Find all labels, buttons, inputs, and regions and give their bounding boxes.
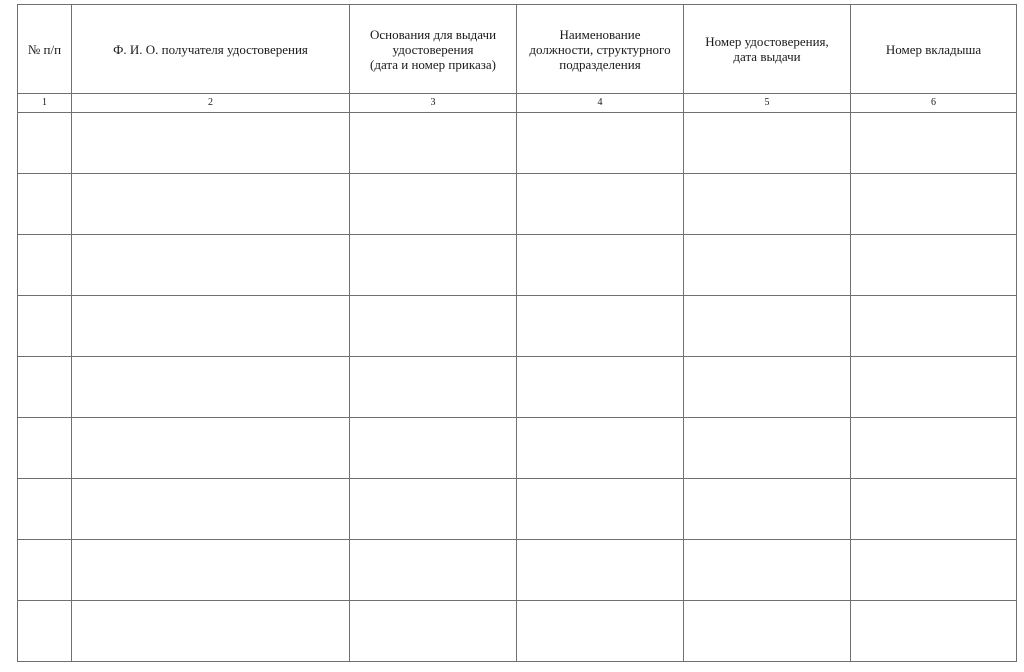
header-cell-issue-basis	[350, 5, 517, 94]
table-cell[interactable]	[72, 418, 350, 479]
table-cell[interactable]	[18, 418, 72, 479]
header-label: Ф. И. О. получателя удостоверения	[113, 41, 308, 57]
table-row	[18, 479, 1017, 540]
table-cell[interactable]	[851, 418, 1017, 479]
table-cell[interactable]	[517, 113, 684, 174]
certificate-register-table	[17, 4, 1017, 662]
table-cell[interactable]	[851, 479, 1017, 540]
table-cell[interactable]	[72, 174, 350, 235]
table-cell[interactable]	[18, 113, 72, 174]
column-number: 2	[72, 94, 350, 113]
table-cell[interactable]	[517, 540, 684, 601]
table-cell[interactable]	[18, 601, 72, 662]
table-cell[interactable]	[72, 296, 350, 357]
table-cell[interactable]	[684, 235, 851, 296]
table-cell[interactable]	[18, 235, 72, 296]
table-row	[18, 235, 1017, 296]
table-cell[interactable]	[18, 357, 72, 418]
column-number: 1	[18, 94, 72, 113]
table-cell[interactable]	[517, 357, 684, 418]
table-cell[interactable]	[350, 479, 517, 540]
header-label: Номер удостоверения, дата выдачи	[705, 34, 829, 64]
table-cell[interactable]	[684, 479, 851, 540]
table-cell[interactable]	[18, 540, 72, 601]
table-row	[18, 418, 1017, 479]
table-row	[18, 601, 1017, 662]
table-row	[18, 113, 1017, 174]
table-cell[interactable]	[517, 418, 684, 479]
table-cell[interactable]	[18, 479, 72, 540]
table-cell[interactable]	[350, 601, 517, 662]
table-cell[interactable]	[684, 601, 851, 662]
table-cell[interactable]	[350, 418, 517, 479]
column-number: 4	[517, 94, 684, 113]
table-cell[interactable]	[517, 601, 684, 662]
header-cell-insert-number	[851, 5, 1017, 94]
table-cell[interactable]	[72, 601, 350, 662]
table-cell[interactable]	[851, 540, 1017, 601]
table-row	[18, 296, 1017, 357]
header-cell-row-number	[18, 5, 72, 94]
table-cell[interactable]	[350, 540, 517, 601]
table-cell[interactable]	[684, 113, 851, 174]
header-row	[18, 5, 1017, 94]
table-cell[interactable]	[72, 357, 350, 418]
table-cell[interactable]	[350, 296, 517, 357]
table-cell[interactable]	[684, 174, 851, 235]
table-row	[18, 174, 1017, 235]
table-cell[interactable]	[18, 296, 72, 357]
header-label: № п/п	[27, 41, 62, 57]
table-cell[interactable]	[350, 357, 517, 418]
table-cell[interactable]	[851, 174, 1017, 235]
header-label: Основания для выдачи удостоверения (дата и номер приказа)	[369, 26, 497, 72]
table-cell[interactable]	[684, 540, 851, 601]
table-cell[interactable]	[517, 479, 684, 540]
table-cell[interactable]	[517, 174, 684, 235]
table-cell[interactable]	[684, 357, 851, 418]
table-cell[interactable]	[72, 113, 350, 174]
table-cell[interactable]	[851, 601, 1017, 662]
header-cell-position	[517, 5, 684, 94]
table-cell[interactable]	[851, 113, 1017, 174]
header-cell-recipient-name	[72, 5, 350, 94]
table-cell[interactable]	[851, 235, 1017, 296]
header-label: Номер вкладыша	[885, 41, 982, 57]
table-cell[interactable]	[72, 235, 350, 296]
header-label: Наименование должности, структурного подразделения	[529, 26, 671, 72]
table-cell[interactable]	[350, 113, 517, 174]
column-number: 6	[851, 94, 1017, 113]
table-cell[interactable]	[684, 418, 851, 479]
column-number: 3	[350, 94, 517, 113]
table-cell[interactable]	[684, 296, 851, 357]
table-cell[interactable]	[72, 479, 350, 540]
table-cell[interactable]	[350, 174, 517, 235]
table-cell[interactable]	[72, 540, 350, 601]
table-cell[interactable]	[18, 174, 72, 235]
table-row	[18, 357, 1017, 418]
column-number-row	[18, 94, 1017, 113]
table-row	[18, 540, 1017, 601]
table-cell[interactable]	[851, 357, 1017, 418]
header-cell-certificate-number	[684, 5, 851, 94]
table-cell[interactable]	[350, 235, 517, 296]
table-cell[interactable]	[517, 296, 684, 357]
column-number: 5	[684, 94, 851, 113]
table-cell[interactable]	[851, 296, 1017, 357]
table-cell[interactable]	[517, 235, 684, 296]
